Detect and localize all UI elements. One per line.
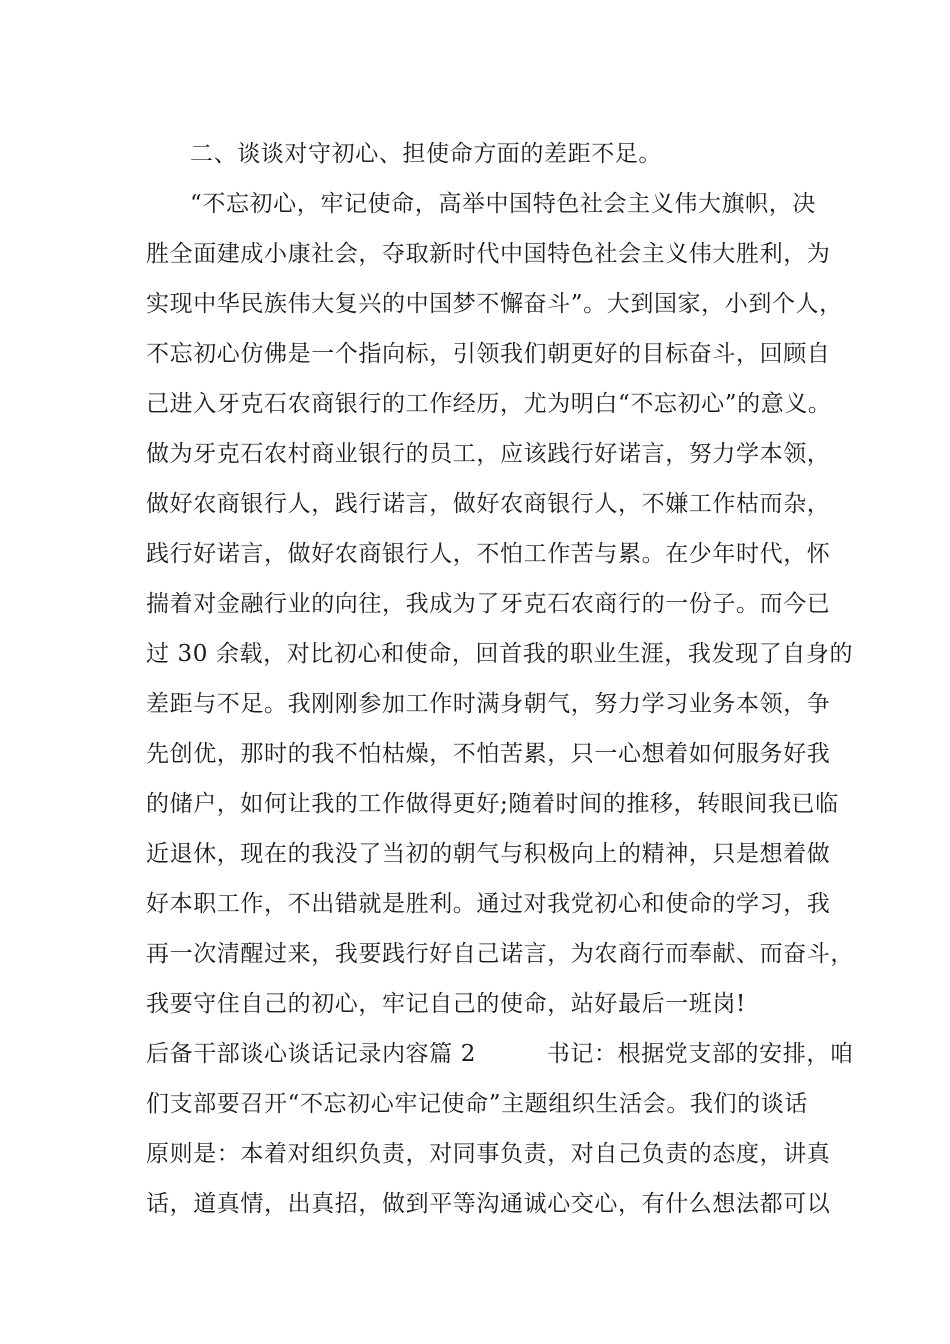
text-line: 做为牙克石农村商业银行的员工，应该践行好诺言，努力学本领， (146, 441, 831, 467)
text-line: 后备干部谈心谈话记录内容篇 2 书记：根据党支部的安排，咱 (146, 1041, 854, 1067)
text-line: 践行好诺言，做好农商银行人，不怕工作苦与累。在少年时代，怀 (146, 541, 831, 567)
section-heading: 二、谈谈对守初心、担使命方面的差距不足。 (190, 141, 662, 167)
text-line: 揣着对金融行业的向往，我成为了牙克石农商行的一份子。而今已 (146, 591, 831, 617)
text-line: 做好农商银行人，践行诺言，做好农商银行人，不嫌工作枯而杂， (146, 491, 831, 517)
text-line: 不忘初心仿佛是一个指向标，引领我们朝更好的目标奋斗，回顾自 (146, 341, 831, 367)
text-line: 胜全面建成小康社会，夺取新时代中国特色社会主义伟大胜利，为 (146, 241, 831, 267)
text-line: 好本职工作，不出错就是胜利。通过对我党初心和使命的学习，我 (146, 891, 831, 917)
text-line: 己进入牙克石农商银行的工作经历，尤为明白“不忘初心”的意义。 (146, 391, 832, 417)
text-line: 差距与不足。我刚刚参加工作时满身朝气，努力学习业务本领，争 (146, 691, 831, 717)
text-line: 近退休，现在的我没了当初的朝气与积极向上的精神，只是想着做 (146, 841, 831, 867)
text-line: 实现中华民族伟大复兴的中国梦不懈奋斗”。大到国家，小到个人， (146, 291, 843, 317)
text-line: 我要守住自己的初心，牢记自己的使命，站好最后一班岗! (146, 991, 746, 1017)
text-line: 们支部要召开“不忘初心牢记使命”主题组织生活会。我们的谈话 (146, 1091, 808, 1117)
text-line: 的储户，如何让我的工作做得更好;随着时间的推移，转眼间我已临 (146, 791, 839, 817)
text-line: 再一次清醒过来，我要践行好自己诺言，为农商行而奉献、而奋斗， (146, 941, 854, 967)
text-line: “不忘初心，牢记使命，高举中国特色社会主义伟大旗帜，决 (190, 191, 816, 217)
text-line: 先创优，那时的我不怕枯燥，不怕苦累，只一心想着如何服务好我 (146, 741, 831, 767)
text-line: 话，道真情，出真招，做到平等沟通诚心交心，有什么想法都可以 (146, 1191, 831, 1217)
text-line: 原则是：本着对组织负责，对同事负责，对自己负责的态度，讲真 (146, 1141, 831, 1167)
text-line: 过 30 余载，对比初心和使命，回首我的职业生涯，我发现了自身的 (146, 641, 854, 667)
